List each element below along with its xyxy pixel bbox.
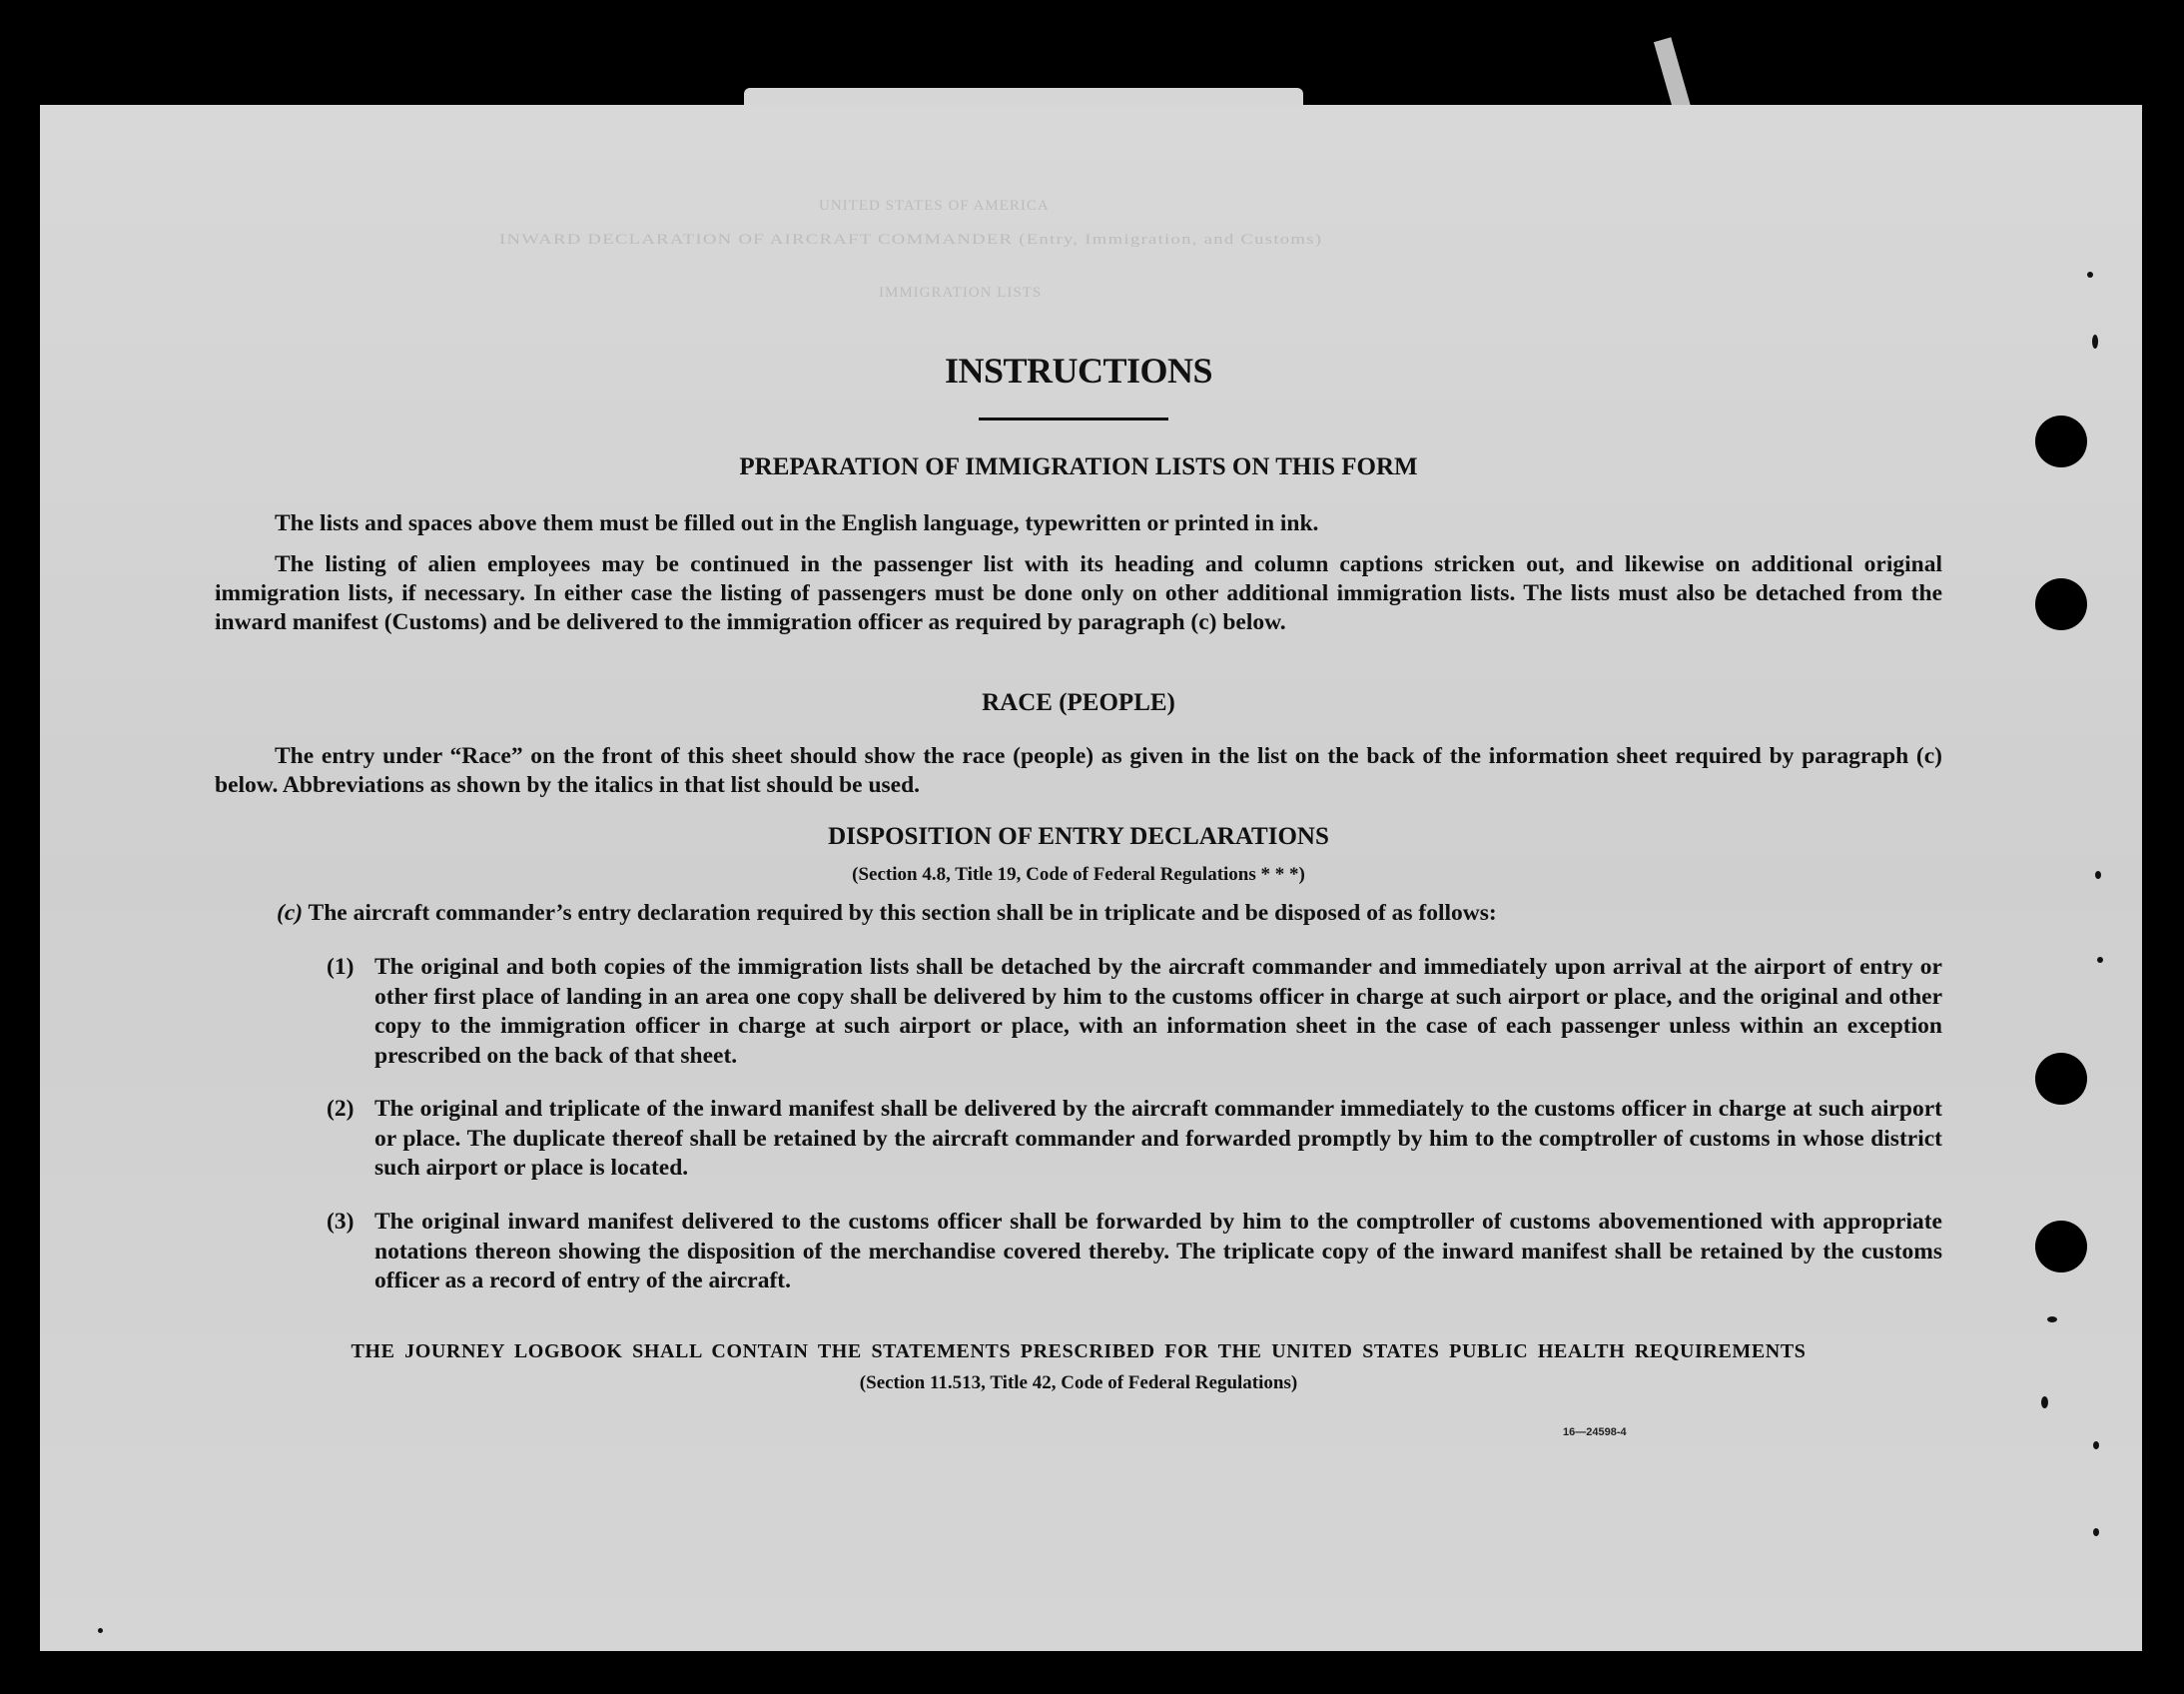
speck	[2041, 1396, 2048, 1408]
item-text: The original and both copies of the immigration lists shall be detached by the aircraft commander and immediately upon arrival at the airport of entry or other first place of landing in an area one copy shall be delivered by him to the customs officer in charge at such airport or place, and the original and other copy to the immigration officer in charge at such airport or place, with an information sheet in the case of each passenger unless within an exception prescribed on the back of that sheet.	[374, 954, 1942, 1069]
page-title: INSTRUCTIONS	[944, 351, 1213, 391]
public-health-statement: THE JOURNEY LOGBOOK SHALL CONTAIN THE STATEMENTS PRESCRIBED FOR THE UNITED STATES PUBLIC HEALTH REQUIREMENTS	[351, 1340, 1807, 1362]
speck	[2093, 1441, 2099, 1449]
list-item	[327, 1208, 1942, 1296]
public-health-citation: (Section 11.513, Title 42, Code of Federal Regulations)	[859, 1372, 1298, 1393]
item-text: The original inward manifest delivered to the customs officer shall be forwarded by him to the comptroller of customs abovementioned with appropriate notations thereon showing the disposition of the merchandise covered thereby. The triplicate copy of the inward manifest shall be retained by the customs officer as a record of entry of the aircraft.	[374, 1209, 1942, 1293]
bleed-through-text: INWARD DECLARATION OF AIRCRAFT COMMANDER (Entry, Immigration, and Customs)	[499, 232, 1323, 248]
bleed-through-text: IMMIGRATION LISTS	[879, 285, 1043, 301]
section-heading-preparation: PREPARATION OF IMMIGRATION LISTS ON THIS FORM	[739, 453, 1418, 480]
item-number: (1)	[327, 954, 355, 980]
speck	[2093, 1528, 2099, 1536]
disposition-lead-text: The aircraft commander’s entry declaration required by this section shall be in triplicate and be disposed of as follows:	[308, 900, 1497, 926]
punch-hole	[2035, 1221, 2087, 1272]
punch-hole	[2035, 1053, 2087, 1105]
punch-hole	[2035, 416, 2087, 467]
race-paragraph: The entry under “Race” on the front of this sheet should show the race (people) as given in the list on the back of the information sheet required by paragraph (c) below. Abbreviations as shown by the italics in that list should be used.	[215, 743, 1942, 798]
section-heading-race: RACE (PEOPLE)	[982, 689, 1175, 716]
speck	[2092, 335, 2098, 349]
speck	[2095, 871, 2101, 879]
preparation-paragraph-1: The lists and spaces above them must be filled out in the English language, typewritten or printed in ink.	[275, 510, 1319, 536]
paragraph-marker: (c)	[277, 900, 304, 926]
list-item	[327, 953, 1942, 1071]
preparation-paragraph-2: The listing of alien employees may be continued in the passenger list with its heading and column captions stricken out, and likewise on additional original immigration lists, if necessary. In either case the listing of passengers must be done only on other additional immigration lists. The lists must also be detached from the inward manifest (Customs) and be delivered to the immigration officer as required by paragraph (c) below.	[215, 551, 1942, 635]
section-heading-disposition: DISPOSITION OF ENTRY DECLARATIONS	[828, 823, 1329, 850]
disposition-lead	[277, 899, 1942, 928]
item-number: (2)	[327, 1096, 355, 1122]
disposition-citation: (Section 4.8, Title 19, Code of Federal Regulations * * *)	[852, 864, 1305, 885]
form-number: 16—24598-4	[1563, 1426, 1627, 1438]
item-text: The original and triplicate of the inward manifest shall be delivered by the aircraft commander immediately to the customs officer in charge at such airport or place. The duplicate thereof shall be retained by the aircraft commander and forwarded promptly by him to the comptroller of customs in whose district such airport or place is located.	[374, 1096, 1942, 1181]
title-rule	[979, 418, 1168, 421]
speck	[2097, 957, 2103, 963]
speck	[2047, 1316, 2057, 1322]
speck	[98, 1628, 103, 1633]
item-number: (3)	[327, 1209, 355, 1235]
list-item	[327, 1095, 1942, 1184]
bleed-through-text: UNITED STATES OF AMERICA	[819, 198, 1050, 214]
speck	[2087, 272, 2093, 278]
punch-hole	[2035, 578, 2087, 630]
